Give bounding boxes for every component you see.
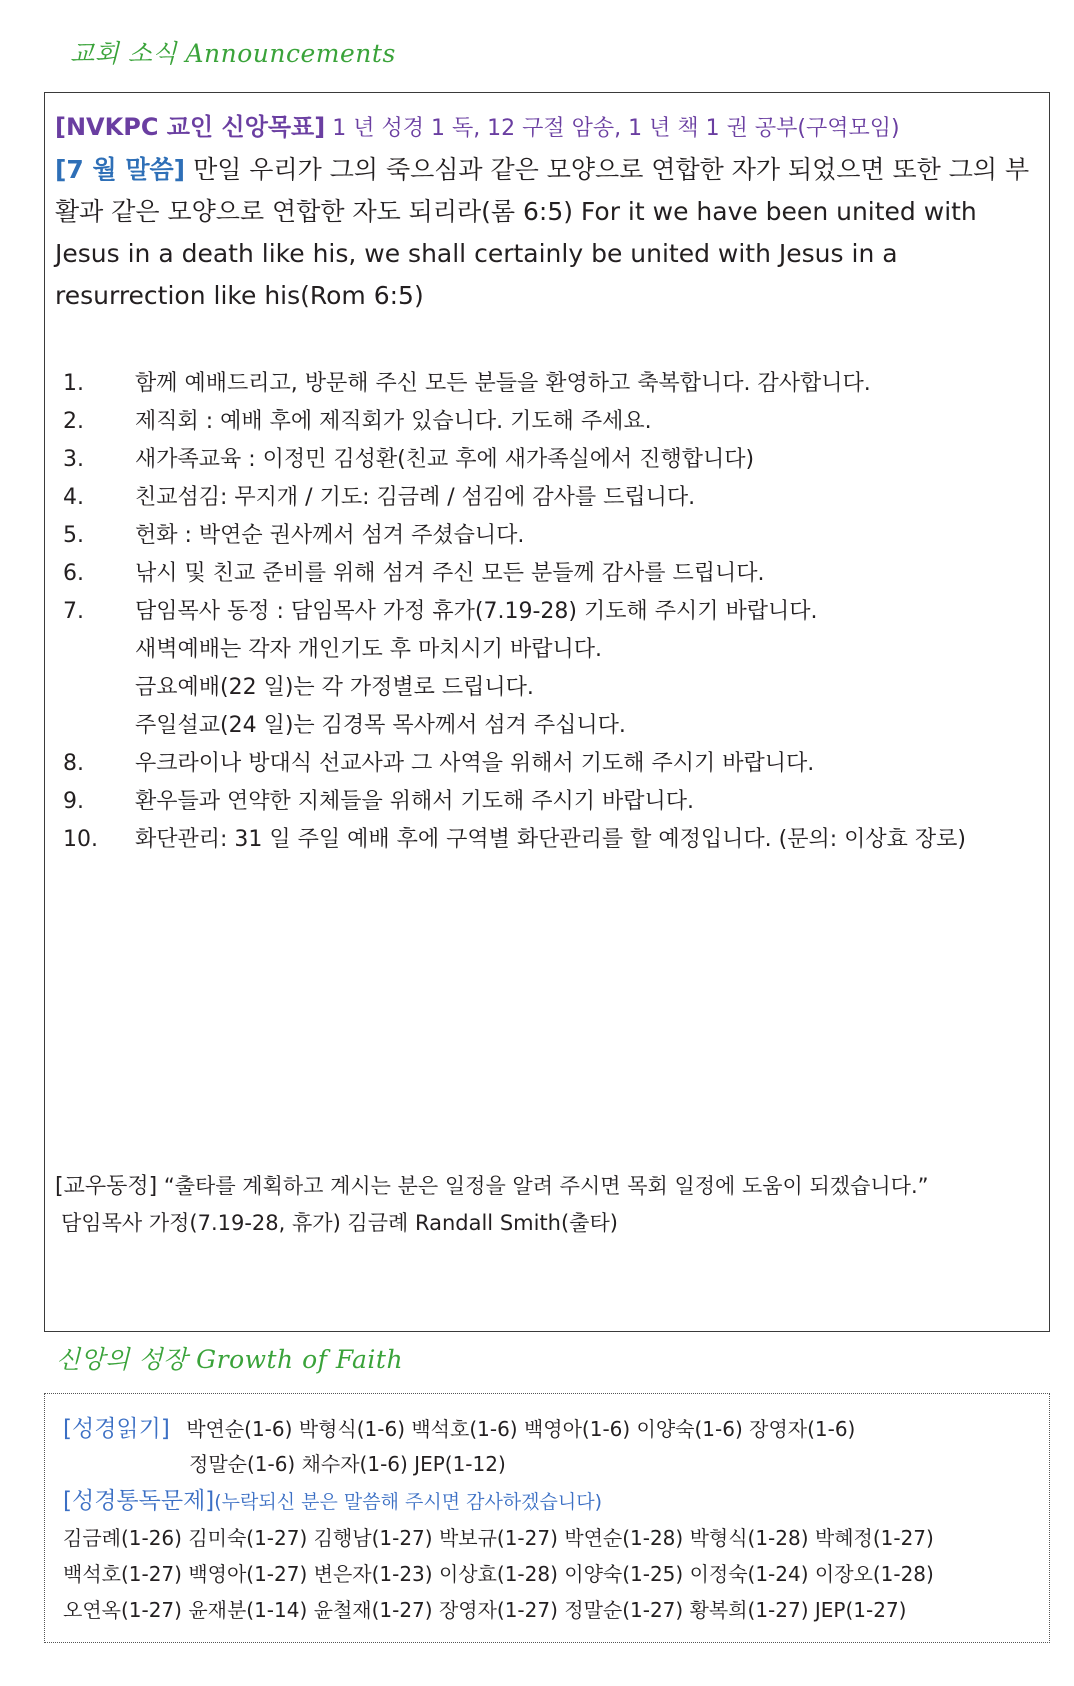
item-number: 9.: [63, 789, 84, 814]
list-item: [63, 555, 1053, 593]
monthly-verse-tag: [7 월 말씀]: [55, 155, 186, 184]
item-number: 6.: [63, 561, 84, 586]
list-item: [63, 517, 1053, 555]
member-news-tag: [교우동정]: [55, 1174, 158, 1199]
monthly-verse: [55, 149, 1035, 317]
faith-goal-text: 1 년 성경 1 독, 12 구절 암송, 1 년 책 1 권 공부(구역모임): [332, 116, 900, 141]
list-item: [63, 479, 1053, 517]
list-item: [63, 365, 1053, 403]
quiz-line1: 김금례(1-26) 김미숙(1-27) 김행남(1-27) 박보규(1-27) 박연순(1-28) 박형식(1-28) 박혜정(1-27): [63, 1526, 934, 1550]
growth-box: [44, 1393, 1050, 1643]
list-item: [63, 821, 1053, 859]
list-item: [63, 783, 1053, 821]
item-text: 담임목사 동정 : 담임목사 가정 휴가(7.19-28) 기도해 주시기 바랍니다.: [135, 599, 818, 624]
list-item: [63, 593, 1053, 745]
quiz-tag: [성경통독문제]: [63, 1488, 215, 1514]
item-text: 환우들과 연약한 지체들을 위해서 기도해 주시기 바랍니다.: [135, 789, 695, 814]
list-item: [63, 403, 1053, 441]
item-number: 2.: [63, 409, 84, 434]
item-number: 1.: [63, 371, 84, 396]
list-item: [63, 745, 1053, 783]
faith-goal-tag: [NVKPC 교인 신앙목표]: [55, 113, 326, 141]
item-text: 헌화 : 박연순 권사께서 섬겨 주셨습니다.: [135, 523, 525, 548]
announcement-list: [63, 365, 1053, 859]
item-text: 새가족교육 : 이정민 김성환(친교 후에 새가족실에서 진행합니다): [135, 447, 755, 472]
quiz-note: (누락되신 분은 말씀해 주시면 감사하겠습니다): [214, 1491, 602, 1513]
item-number: 5.: [63, 523, 84, 548]
announcements-title: 교회 소식 Announcements: [70, 39, 396, 68]
item-text: 화단관리: 31 일 주일 예배 후에 구역별 화단관리를 할 예정입니다. (문의: 이상효 장로): [135, 827, 966, 852]
list-item: [63, 441, 1053, 479]
reading-tag: [성경읽기]: [63, 1416, 170, 1442]
member-news-line2: 담임목사 가정(7.19-28, 휴가) 김금례 Randall Smith(출타): [61, 1211, 618, 1235]
quiz-row: [63, 1482, 602, 1515]
item-number: 3.: [63, 447, 84, 472]
item-number: 10.: [63, 827, 98, 852]
item-text: 함께 예배드리고, 방문해 주신 모든 분들을 환영하고 축복합니다. 감사합니다.: [135, 371, 871, 396]
quiz-line3: 오연옥(1-27) 윤재분(1-14) 윤철재(1-27) 장영자(1-27) 정말순(1-27) 황복희(1-27) JEP(1-27): [63, 1598, 907, 1622]
growth-title: 신앙의 성장 Growth of Faith: [56, 1345, 404, 1374]
reading-line1: 박연순(1-6) 박형식(1-6) 백석호(1-6) 백영아(1-6) 이양숙(1-6) 장영자(1-6): [186, 1417, 856, 1441]
reading-row: [63, 1410, 855, 1443]
item-text: 우크라이나 방대식 선교사과 그 사역을 위해서 기도해 주시기 바랍니다.: [135, 751, 815, 776]
item-subline: 주일설교(24 일)는 김경목 목사께서 섬겨 주십니다.: [135, 713, 626, 738]
member-news: [55, 1168, 929, 1241]
item-text: 제직회 : 예배 후에 제직회가 있습니다. 기도해 주세요.: [135, 409, 652, 434]
member-news-text: “출타를 계획하고 계시는 분은 일정을 알려 주시면 목회 일정에 도움이 되겠습니다.”: [163, 1174, 929, 1198]
member-news-line1: [55, 1168, 929, 1205]
item-text: 친교섬김: 무지개 / 기도: 김금례 / 섬김에 감사를 드립니다.: [135, 485, 696, 510]
item-subline: 새벽예배는 각자 개인기도 후 마치시기 바랍니다.: [135, 637, 603, 662]
announcements-box: [44, 92, 1050, 1332]
reading-line2: 정말순(1-6) 채수자(1-6) JEP(1-12): [189, 1452, 506, 1476]
item-number: 4.: [63, 485, 84, 510]
quiz-line2: 백석호(1-27) 백영아(1-27) 변은자(1-23) 이상효(1-28) 이양숙(1-25) 이정숙(1-24) 이장오(1-28): [63, 1562, 934, 1586]
item-number: 7.: [63, 599, 84, 624]
item-subline: 금요예배(22 일)는 각 가정별로 드립니다.: [135, 675, 534, 700]
faith-goal-line: [55, 107, 900, 142]
item-number: 8.: [63, 751, 84, 776]
item-text: 낚시 및 친교 준비를 위해 섬겨 주신 모든 분들께 감사를 드립니다.: [135, 561, 765, 586]
monthly-verse-text: 만일 우리가 그의 죽으심과 같은 모양으로 연합한 자가 되었으면 또한 그의 부활과 같은 모양으로 연합한 자도 되리라(롬 6:5) For it we have been united with Jesus in a death like his, we shall certainly be united with Jesus in a resurrection like his(Rom 6:5): [55, 155, 1030, 310]
